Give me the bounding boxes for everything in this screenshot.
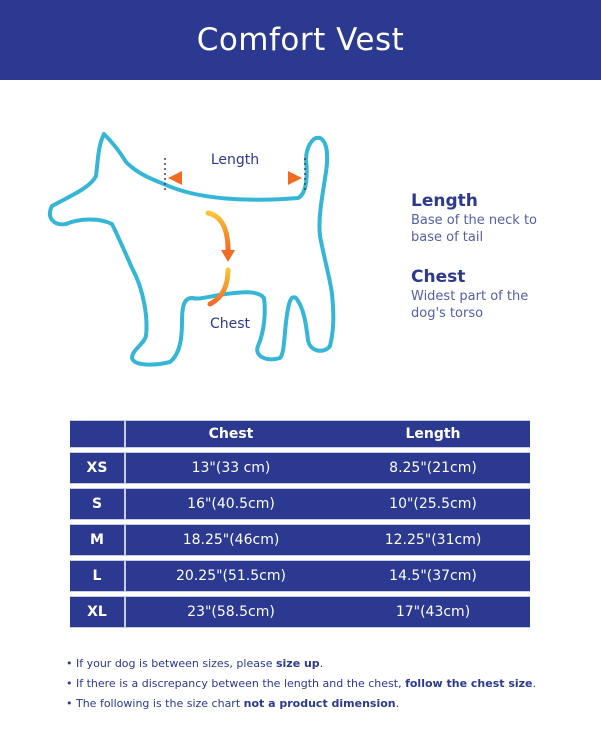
length-cell: 12.25"(31cm): [336, 524, 530, 556]
dog-illustration: [40, 118, 370, 388]
table-row: [70, 596, 530, 628]
legend-chest-desc-line1: Widest part of the: [411, 289, 529, 304]
note-size-up: [66, 654, 596, 674]
legend-chest-title: Chest: [411, 267, 466, 287]
length-arrow: [168, 171, 302, 185]
size-cell: XL: [70, 596, 126, 628]
dog-measurement-diagram: [40, 118, 370, 388]
diagram-chest-label: Chest: [209, 316, 251, 332]
chest-cell: 23"(58.5cm): [126, 596, 336, 628]
measurement-legend: [411, 190, 591, 342]
table-row: [70, 560, 530, 592]
chest-cell: 16"(40.5cm): [126, 488, 336, 520]
length-cell: 8.25"(21cm): [336, 452, 530, 484]
page-title: Comfort Vest: [196, 22, 405, 58]
table-row: [70, 452, 530, 484]
size-cell: L: [70, 560, 126, 592]
header-length: Length: [336, 420, 530, 448]
header-chest: Chest: [126, 420, 336, 448]
chest-cell: 20.25"(51.5cm): [126, 560, 336, 592]
size-cell: M: [70, 524, 126, 556]
legend-chest: [411, 266, 591, 322]
chest-arrow: [208, 213, 235, 304]
note-emphasis: size up: [275, 657, 320, 670]
note-emphasis: follow the chest size: [405, 677, 533, 690]
note-not-product-dimension: [66, 694, 596, 714]
legend-length-desc-line2: base of tail: [411, 230, 484, 245]
note-tail: .: [319, 657, 324, 670]
legend-length: [411, 190, 591, 246]
header-banner: [0, 0, 601, 80]
header-size: [70, 420, 126, 448]
legend-length-title: Length: [411, 191, 478, 211]
size-notes: [66, 654, 596, 714]
length-cell: 17"(43cm): [336, 596, 530, 628]
table-header-row: [70, 420, 530, 448]
diagram-length-label: Length: [210, 152, 260, 168]
note-tail: .: [532, 677, 537, 690]
note-text: • If there is a discrepancy between the length and the chest,: [66, 677, 406, 690]
note-follow-chest: [66, 674, 596, 694]
size-cell: S: [70, 488, 126, 520]
chest-cell: 13"(33 cm): [126, 452, 336, 484]
note-emphasis: not a product dimension: [243, 697, 396, 710]
length-cell: 10"(25.5cm): [336, 488, 530, 520]
note-text: • If your dog is between sizes, please: [66, 657, 276, 670]
chest-cell: 18.25"(46cm): [126, 524, 336, 556]
dog-outline: [50, 134, 333, 365]
table-row: [70, 524, 530, 556]
note-tail: .: [395, 697, 400, 710]
size-chart-table: [70, 416, 530, 632]
legend-length-desc-line1: Base of the neck to: [411, 213, 538, 228]
size-cell: XS: [70, 452, 126, 484]
note-text: • The following is the size chart: [66, 697, 244, 710]
legend-chest-desc-line2: dog's torso: [411, 306, 484, 321]
table-row: [70, 488, 530, 520]
length-cell: 14.5"(37cm): [336, 560, 530, 592]
